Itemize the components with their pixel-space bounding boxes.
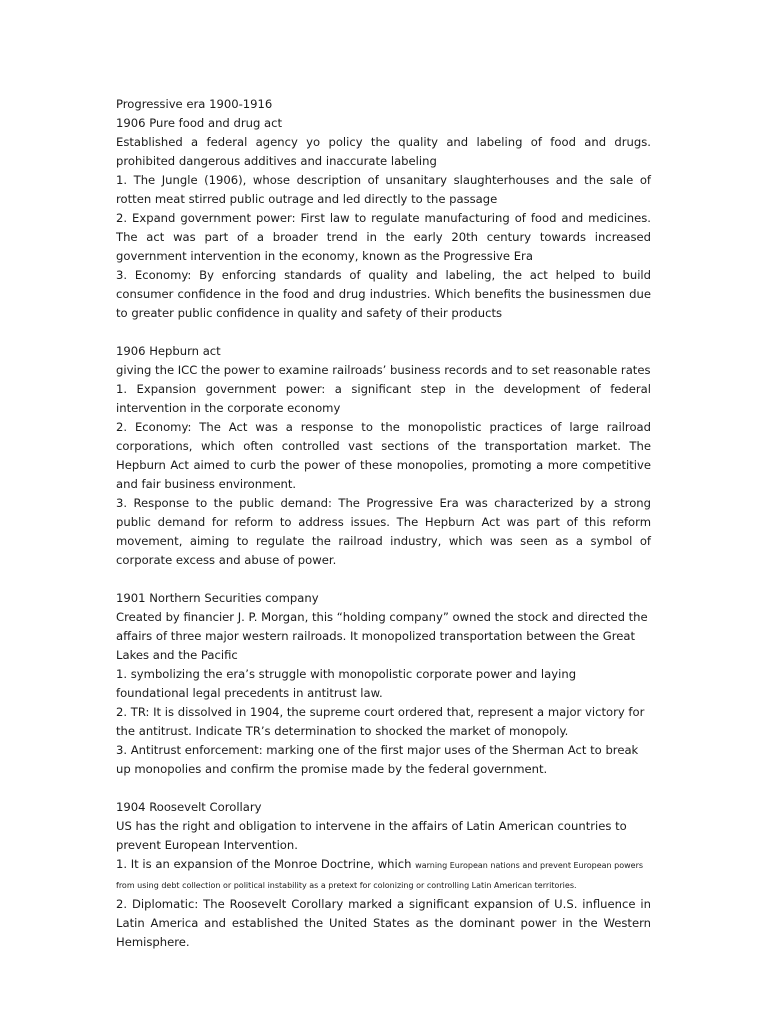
northern-securities-summary: Created by financier J. P. Morgan, this “holding company” owned the stock and directed the affairs of three major western railroads. It monopolized transportation between the Great Lakes and the Pacific bbox=[116, 610, 648, 662]
pure-food-point-1: 1. The Jungle (1906), whose description of unsanitary slaughterhouses and the sale of rotten meat stirred public outrage and led directly to the passage bbox=[116, 173, 651, 206]
section-spacer bbox=[116, 779, 651, 798]
hepburn-heading: 1906 Hepburn act bbox=[116, 344, 221, 358]
northern-securities-point-2: 2. TR: It is dissolved in 1904, the supreme court ordered that, represent a major victory for the antitrust. Indicate TR’s determination to shocked the market of monopoly. bbox=[116, 705, 645, 738]
roosevelt-point-1-small: warning European nations and prevent European powers from using debt collection or political instability as a pretext for colonizing or controlling Latin American territories. bbox=[116, 861, 644, 890]
roosevelt-point-2: 2. Diplomatic: The Roosevelt Corollary marked a significant expansion of U.S. influence in Latin America and established the United States as the dominant power in the Western Hemisphere. bbox=[116, 897, 651, 949]
pure-food-point-3: 3. Economy: By enforcing standards of quality and labeling, the act helped to build consumer confidence in the food and drug industries. Which benefits the businessmen due to greater public confidence in quality and safety of their products bbox=[116, 268, 651, 320]
roosevelt-point-1-main: 1. It is an expansion of the Monroe Doctrine, which bbox=[116, 857, 416, 871]
section-spacer bbox=[116, 323, 651, 342]
document-page bbox=[116, 95, 651, 952]
section-spacer bbox=[116, 570, 651, 589]
pure-food-point-2: 2. Expand government power: First law to regulate manufacturing of food and medicines. The act was part of a broader trend in the early 20th century towards increased government intervention in the economy, known as the Progressive Era bbox=[116, 211, 651, 263]
hepburn-summary: giving the ICC the power to examine railroads’ business records and to set reasonable rates bbox=[116, 363, 651, 377]
pure-food-summary: Established a federal agency yo policy the quality and labeling of food and drugs. prohibited dangerous additives and inaccurate labeling bbox=[116, 135, 651, 168]
document-title: Progressive era 1900-1916 bbox=[116, 97, 273, 111]
hepburn-point-1: 1. Expansion government power: a significant step in the development of federal intervention in the corporate economy bbox=[116, 382, 651, 415]
pure-food-heading: 1906 Pure food and drug act bbox=[116, 116, 283, 130]
hepburn-point-2: 2. Economy: The Act was a response to the monopolistic practices of large railroad corporations, which often controlled vast sections of the transportation market. The Hepburn Act aimed to curb the power of these monopolies, promoting a more competitive and fair business environment. bbox=[116, 420, 651, 491]
northern-securities-point-3: 3. Antitrust enforcement: marking one of the first major uses of the Sherman Act to break up monopolies and confirm the promise made by the federal government. bbox=[116, 743, 639, 776]
northern-securities-heading: 1901 Northern Securities company bbox=[116, 591, 319, 605]
hepburn-point-3: 3. Response to the public demand: The Progressive Era was characterized by a strong public demand for reform to address issues. The Hepburn Act was part of this reform movement, aiming to regulate the railroad industry, which was seen as a symbol of corporate excess and abuse of power. bbox=[116, 496, 651, 567]
roosevelt-heading: 1904 Roosevelt Corollary bbox=[116, 800, 262, 814]
northern-securities-point-1: 1. symbolizing the era’s struggle with monopolistic corporate power and laying foundational legal precedents in antitrust law. bbox=[116, 667, 577, 700]
roosevelt-summary: US has the right and obligation to intervene in the affairs of Latin American countries to prevent European Intervention. bbox=[116, 819, 627, 852]
roosevelt-point-1 bbox=[116, 855, 651, 895]
